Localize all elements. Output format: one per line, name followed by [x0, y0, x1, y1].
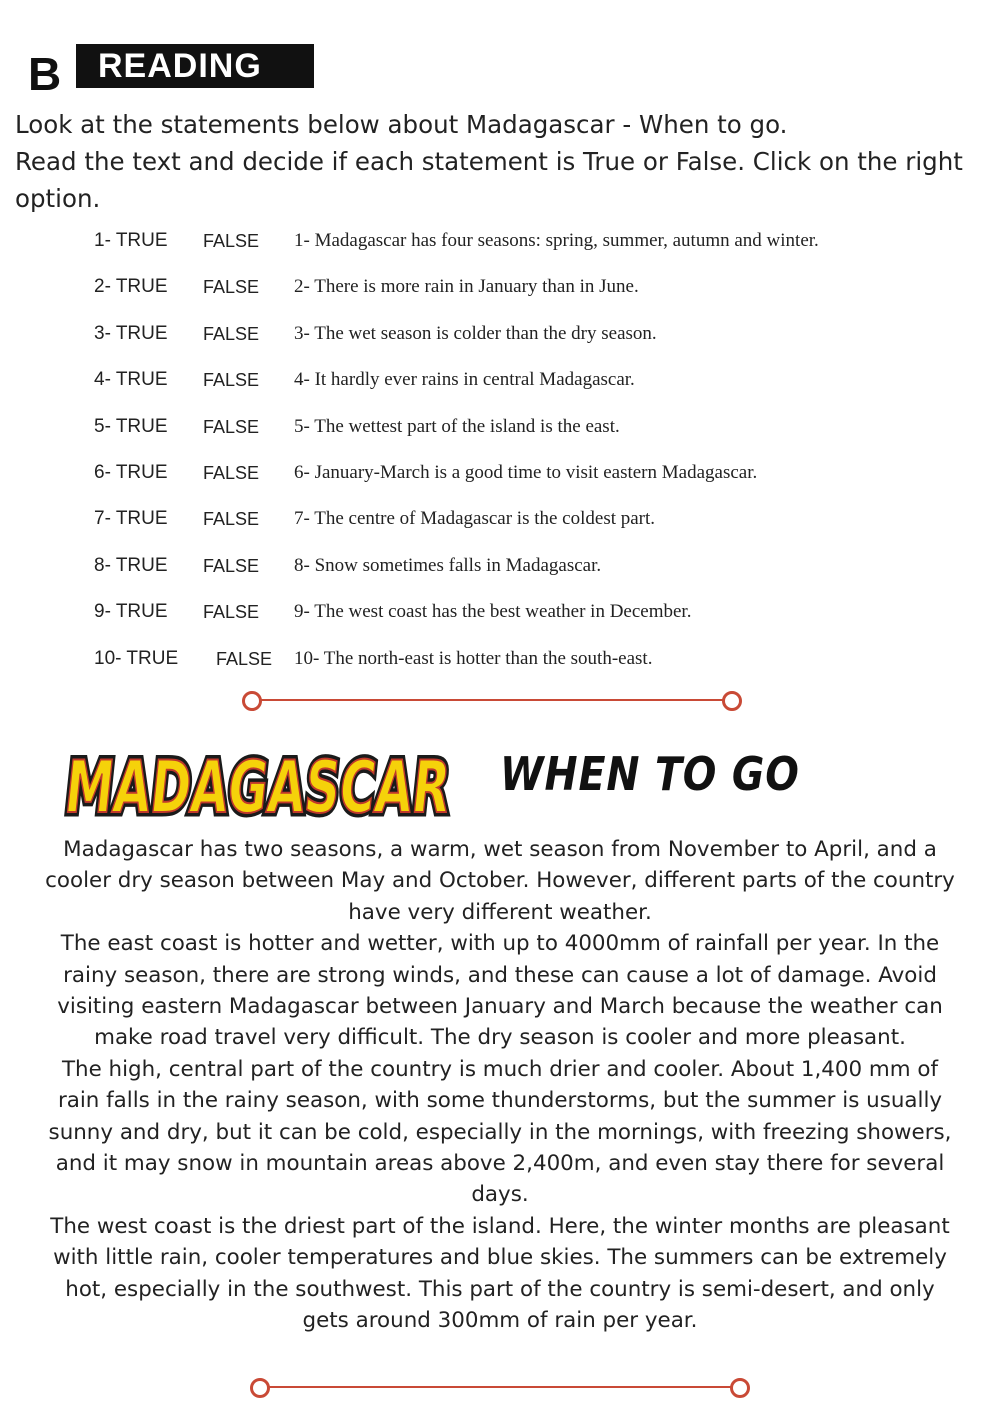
statement: 10- The north-east is hotter than the south-east. [294, 647, 653, 669]
statement: 6- January-March is a good time to visit eastern Madagascar. [294, 461, 758, 483]
true-option[interactable]: 10- TRUE [94, 647, 179, 669]
false-option[interactable]: FALSE [203, 416, 260, 437]
false-option[interactable]: FALSE [203, 323, 260, 344]
instructions-line-2: Read the text and decide if each statement is True or False. Click on the right option. [15, 147, 963, 213]
question-row [0, 595, 1000, 641]
top-divider [242, 690, 742, 710]
logo-text-highlight: MADAGASCAR [64, 746, 464, 830]
question-row [0, 224, 1000, 270]
false-option[interactable]: FALSE [203, 231, 260, 251]
bottom-divider [250, 1377, 750, 1397]
madagascar-logo [64, 728, 464, 834]
true-option[interactable]: 5- TRUE [94, 415, 168, 437]
question-row [0, 317, 1000, 363]
divider-line [252, 699, 732, 701]
true-option[interactable]: 4- TRUE [94, 369, 168, 391]
divider-line [260, 1386, 740, 1388]
false-option[interactable]: FALSE [203, 462, 260, 483]
true-option[interactable]: 7- TRUE [94, 508, 168, 530]
false-option[interactable]: FALSE [203, 602, 260, 623]
article-body [40, 834, 960, 1337]
question-row [0, 456, 1000, 502]
article-paragraph: The west coast is the driest part of the island. Here, the winter months are pleasant with little rain, cooler temperatures and blue skies. The summers can be extremely hot, especially in the southwest. This part of the country is semi-desert, and only gets around 300mm of rain per year. [50, 1213, 950, 1334]
question-row [0, 549, 1000, 595]
statement: 4- It hardly ever rains in central Madagascar. [294, 369, 635, 391]
true-option[interactable]: 3- TRUE [94, 322, 168, 344]
article-subtitle: WHEN TO GO [500, 747, 800, 801]
section-letter: B [28, 48, 62, 100]
true-option[interactable]: 8- TRUE [94, 554, 168, 576]
false-option[interactable]: FALSE [203, 509, 260, 530]
section-title-banner: READING [76, 44, 314, 88]
divider-dot-icon [722, 691, 742, 711]
statement: 2- There is more rain in January than in June. [294, 276, 639, 298]
false-option[interactable]: FALSE [216, 648, 273, 669]
instructions [15, 106, 990, 217]
logo-text: MADAGASCAR [64, 746, 464, 830]
madagascar-logo-art [64, 728, 464, 834]
statement: 9- The west coast has the best weather in December. [294, 601, 692, 623]
false-option[interactable]: FALSE [203, 370, 260, 391]
question-row [0, 502, 1000, 548]
false-option[interactable]: FALSE [203, 555, 260, 576]
true-option[interactable]: 9- TRUE [94, 601, 168, 623]
true-option[interactable]: 1- TRUE [94, 230, 168, 251]
question-row [0, 270, 1000, 316]
true-option[interactable]: 6- TRUE [94, 461, 168, 483]
question-row [0, 410, 1000, 456]
true-option[interactable]: 2- TRUE [94, 276, 168, 298]
statement: 1- Madagascar has four seasons: spring, summer, autumn and winter. [294, 230, 819, 251]
statement: 3- The wet season is colder than the dry season. [294, 322, 657, 344]
instructions-line-1: Look at the statements below about Madagascar - When to go. [15, 110, 788, 139]
statement: 8- Snow sometimes falls in Madagascar. [294, 554, 602, 576]
article-paragraph: The east coast is hotter and wetter, with up to 4000mm of rainfall per year. In the rainy season, there are strong winds, and these can cause a lot of damage. Avoid visiting eastern Madagascar between January and March because the weather can make road travel very difficult. The dry season is cooler and more pleasant. [57, 931, 943, 1051]
article-paragraph: Madagascar has two seasons, a warm, wet season from November to April, and a cooler dry season between May and October. However, different parts of the country have very different weather. [45, 837, 955, 925]
question-list [0, 224, 1000, 688]
question-row [0, 642, 1000, 688]
question-row [0, 363, 1000, 409]
article-paragraph: The high, central part of the country is much drier and cooler. About 1,400 mm of rain falls in the rainy season, with some thunderstorms, but the summer is usually sunny and dry, but it can be cold, especially in the mornings, with freezing showers, and it may snow in mountain areas above 2,400m, and even stay there for several days. [48, 1056, 952, 1208]
divider-dot-icon [242, 691, 262, 711]
statement: 7- The centre of Madagascar is the coldest part. [294, 508, 656, 530]
divider-dot-icon [730, 1378, 750, 1398]
statement: 5- The wettest part of the island is the east. [294, 415, 620, 437]
divider-dot-icon [250, 1378, 270, 1398]
false-option[interactable]: FALSE [203, 277, 260, 298]
